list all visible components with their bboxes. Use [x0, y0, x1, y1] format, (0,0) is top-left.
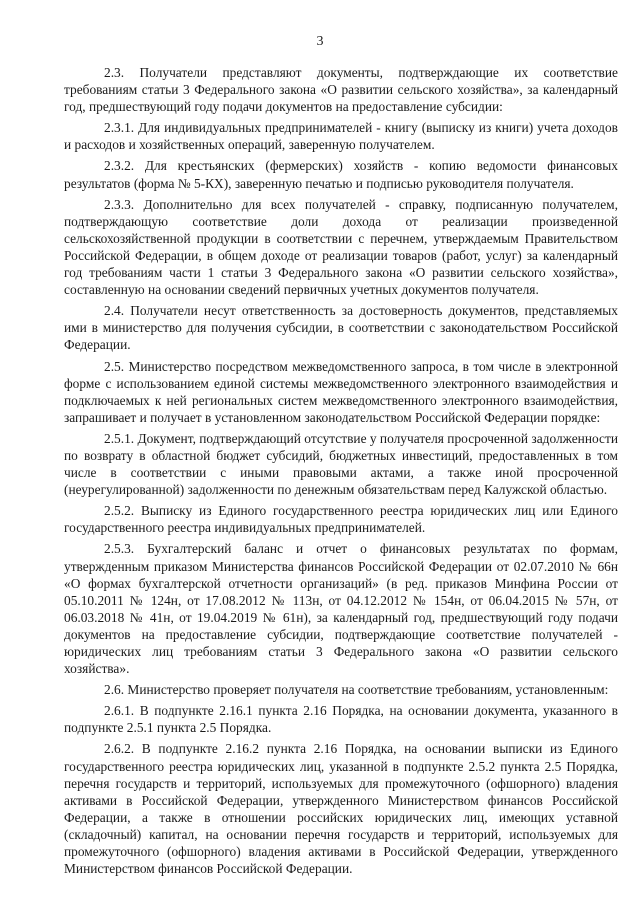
paragraph-2-3: 2.3. Получатели представляют документы, подтверждающие их соответствие требованиям статьи 3 Федерального закона «О развитии сельского хозяйства», за календарный год, предшествующий году подачи документов на предоставление субсидии: — [64, 65, 618, 115]
paragraph-2-6: 2.6. Министерство проверяет получателя на соответствие требованиям, установленным: — [104, 682, 609, 698]
paragraph-2-5-1: 2.5.1. Документ, подтверждающий отсутствие у получателя просроченной задолженности по возврату в областной бюджет субсидий, бюджетных инвестиций, предоставленных в том числе в соответствии с иными правовыми актами, а также иной просроченной (неурегулированной) задолженности по денежным обязательствам перед Калужской областью. — [64, 430, 618, 498]
document-body — [64, 64, 618, 880]
paragraph-2-3-3: 2.3.3. Дополнительно для всех получателей - справку, подписанную получателем, подтверждающую соответствие доли дохода от реализации произведенной сельскохозяйственной продукции в соответствии с перечнем, утверждаемым Правительством Российской Федерации, в общем доходе от реализации товаров (работ, услуг) за календарный год требованиям части 1 статьи 3 Федерального закона «О развитии сельского хозяйства», составленную на основании сведений первичных учетных документов получателя. — [64, 196, 618, 298]
paragraph-2-5-3: 2.5.3. Бухгалтерский баланс и отчет о финансовых результатах по формам, утвержденным приказом Министерства финансов Российской Федерации от 02.07.2010 № 66н «О формах бухгалтерской отчетности организаций» (в ред. приказов Минфина России от 05.10.2011 № 124н, от 17.08.2012 № 113н, от 04.12.2012 № 154н, от 06.04.2015 № 57н, от 06.03.2018 № 41н, от 19.04.2019 № 61н), за календарный год, предшествующий году подачи документов на предоставление субсидии, подтверждающие соответствие получателей - юридических лиц требованиям статьи 3 Федерального закона «О развитии сельского хозяйства». — [64, 541, 618, 677]
paragraph-2-3-2: 2.3.2. Для крестьянских (фермерских) хозяйств - копию ведомости финансовых результатов (форма № 5-КХ), заверенную печатью и подписью руководителя получателя. — [64, 158, 618, 191]
paragraph-2-6-1: 2.6.1. В подпункте 2.16.1 пункта 2.16 Порядка, на основании документа, указанного в подпункте 2.5.1 пункта 2.5 Порядка. — [64, 703, 618, 736]
page-number: 3 — [316, 34, 324, 49]
paragraph-2-3-1: 2.3.1. Для индивидуальных предпринимателей - книгу (выписку из книги) учета доходов и расходов и хозяйственных операций, заверенную получателем. — [64, 120, 618, 153]
paragraph-2-5: 2.5. Министерство посредством межведомственного запроса, в том числе в электронной форме с использованием единой системы межведомственного электронного взаимодействия и подключаемых к ней региональных систем межведомственного электронного взаимодействия, запрашивает и получает в установленном законодательством Российской Федерации порядке: — [64, 358, 618, 425]
paragraph-2-5-2: 2.5.2. Выписку из Единого государственного реестра юридических лиц или Единого государственного реестра индивидуальных предпринимателей. — [64, 503, 618, 536]
paragraph-2-4: 2.4. Получатели несут ответственность за достоверность документов, представляемых ими в министерство для получения субсидии, в соответствии с законодательством Российской Федерации. — [64, 303, 618, 353]
paragraph-2-6-2: 2.6.2. В подпункте 2.16.2 пункта 2.16 Порядка, на основании выписки из Единого государственного реестра юридических лиц, указанной в подпункте 2.5.2 пункта 2.5 Порядка, перечня государств и территорий, используемых для промежуточного (офшорного) владения активами в Российской Федерации, утвержденного Министерством финансов Российской Федерации, а также в отношении российских юридических лиц, имеющих уставной (складочный) капитал, на основании перечня государств и территорий, используемых для промежуточного (офшорного) владения активами в Российской Федерации, утвержденного Министерством финансов Российской Федерации. — [64, 741, 618, 877]
